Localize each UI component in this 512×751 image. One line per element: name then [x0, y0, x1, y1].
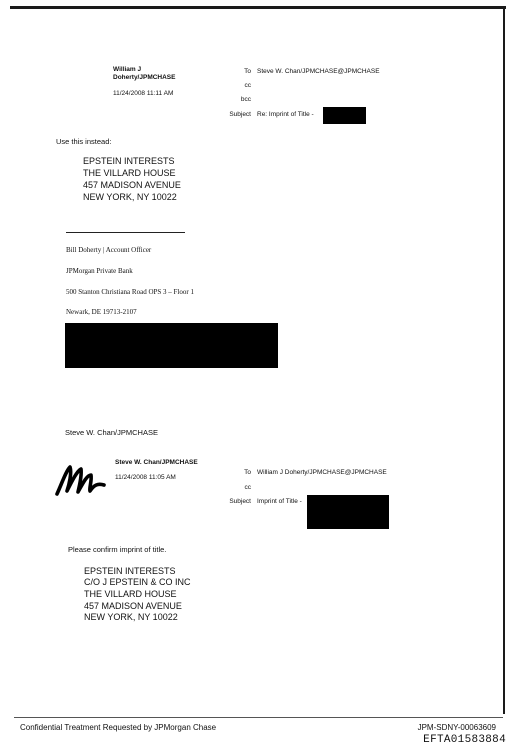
email2-address-line-4: 457 MADISON AVENUE — [84, 601, 182, 611]
email2-address-line-2: C/O J EPSTEIN & CO INC — [84, 577, 191, 587]
email2-address-line-1: EPSTEIN INTERESTS — [84, 566, 176, 576]
footer-confidential: Confidential Treatment Requested by JPMorgan Chase — [20, 723, 217, 732]
email1-address-line-4: NEW YORK, NY 10022 — [83, 192, 177, 202]
email1-datetime: 11/24/2008 11:11 AM — [113, 90, 174, 97]
email2-address-line-3: THE VILLARD HOUSE — [84, 589, 177, 599]
email1-to-label: To — [244, 68, 251, 75]
email2-cc-label: cc — [244, 484, 251, 491]
scan-edge-right — [503, 6, 505, 714]
signature-name-title: Bill Doherty | Account Officer — [66, 246, 152, 254]
email1-body-intro: Use this instead: — [56, 137, 112, 146]
email2-datetime: 11/24/2008 11:05 AM — [115, 474, 176, 481]
footer-bates-number: JPM-SDNY-00063609 — [417, 723, 496, 732]
email1-bcc-label: bcc — [240, 96, 251, 103]
signature-divider — [66, 232, 185, 233]
email1-from-line1: William J — [113, 66, 142, 73]
quoted-sender: Steve W. Chan/JPMCHASE — [65, 428, 158, 437]
email2-subject-value: Imprint of Title - — [257, 498, 302, 505]
footer-efta-number: EFTA01583884 — [423, 734, 506, 746]
scan-edge-top — [10, 6, 506, 9]
email1-subject-redaction — [323, 107, 366, 124]
footer-divider — [14, 717, 503, 718]
email2-body-intro: Please confirm imprint of title. — [68, 545, 167, 554]
email1-subject-value: Re: Imprint of Title - — [257, 111, 314, 118]
email1-address-line-3: 457 MADISON AVENUE — [83, 180, 181, 190]
email2-to-label: To — [244, 469, 251, 476]
signature-bank: JPMorgan Private Bank — [66, 267, 133, 275]
email1-address-line-1: EPSTEIN INTERESTS — [83, 156, 175, 166]
signature-city: Newark, DE 19713-2107 — [66, 308, 137, 316]
email2-from: Steve W. Chan/JPMCHASE — [115, 459, 198, 466]
signature-redaction — [65, 323, 278, 368]
email2-to-value: William J Doherty/JPMCHASE@JPMCHASE — [257, 469, 387, 476]
email1-from-line2: Doherty/JPMCHASE — [113, 74, 176, 81]
email2-address-line-5: NEW YORK, NY 10022 — [84, 612, 178, 622]
email2-subject-label: Subject — [229, 498, 251, 505]
email2-subject-redaction — [307, 495, 389, 529]
email1-subject-label: Subject — [229, 111, 251, 118]
signature-street: 500 Stanton Christiana Road OPS 3 – Floor 1 — [66, 288, 194, 296]
handwritten-signature — [54, 461, 108, 499]
email1-cc-label: cc — [244, 82, 251, 89]
email1-address-line-2: THE VILLARD HOUSE — [83, 168, 176, 178]
email1-to-value: Steve W. Chan/JPMCHASE@JPMCHASE — [257, 68, 380, 75]
